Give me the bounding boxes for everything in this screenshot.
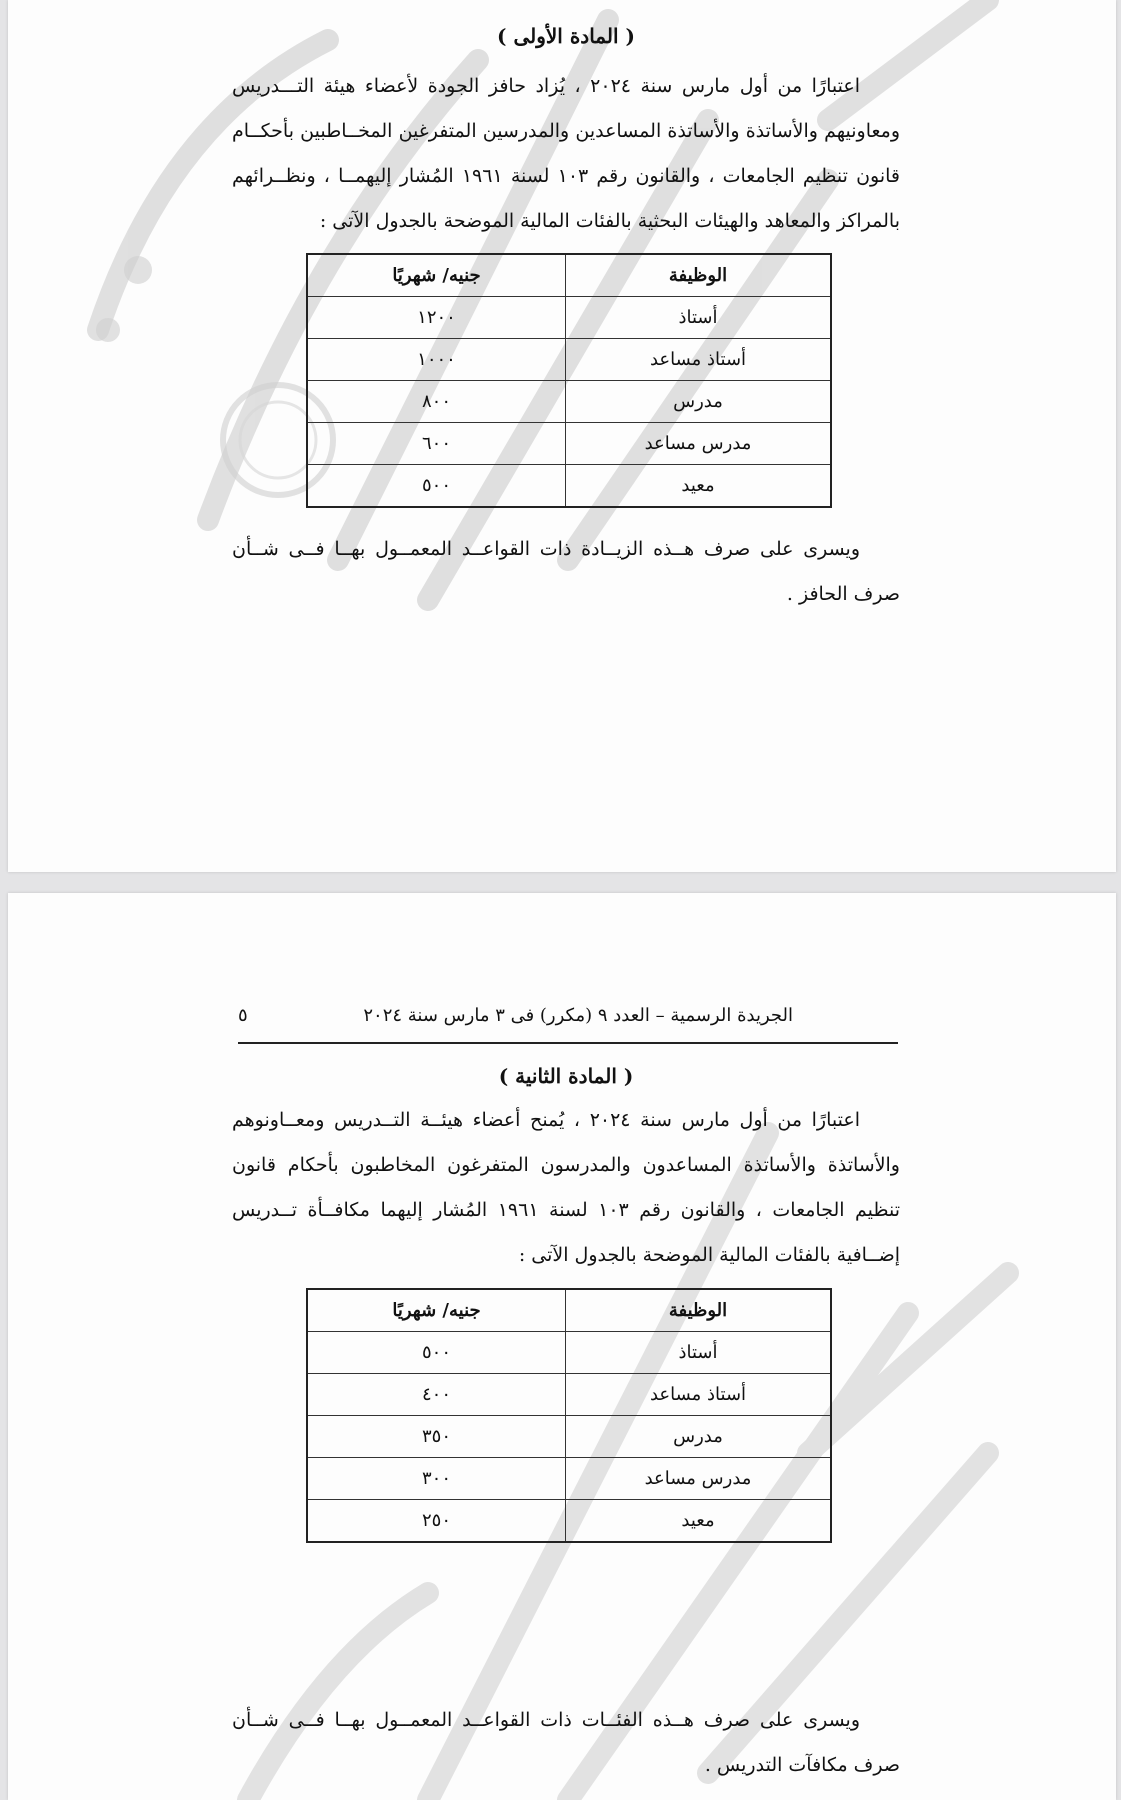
article-2-paragraph-text: اعتبارًا من أول مارس سنة ٢٠٢٤ ، يُمنح أعضاء هيئــة التــدريس ومعــاونوهم والأساتذة والأساتذة المساعدون والمدرسون المتفرغون المخاطبون بأحكام قانون تنظيم الجامعات ، والقانون رقم ١٠٣ لسنة ١٩٦١ المُشار إليهما مكافــأة تــدريس إضــافية بالفئات المالية الموضحة بالجدول الآتى : [232, 1109, 900, 1266]
article-2-paragraph [232, 1098, 900, 1278]
column-header-amount: جنيه/ شهريًا [307, 1289, 566, 1332]
table-header-row [307, 254, 831, 297]
job-cell: مدرس مساعد [566, 423, 832, 465]
article-2-closing-text: ويسرى على صرف هــذه الفئــات ذات القواعــد المعمــول بهــا فــى شــأن صرف مكافآت التدريس . [232, 1709, 900, 1776]
job-cell: أستاذ مساعد [566, 1374, 832, 1416]
amount-cell: ٣٥٠ [307, 1416, 566, 1458]
amount-cell: ٢٥٠ [307, 1500, 566, 1543]
table-row [307, 1458, 831, 1500]
table-row [307, 1332, 831, 1374]
job-cell: أستاذ مساعد [566, 339, 832, 381]
table-row [307, 339, 831, 381]
article-1-paragraph [232, 64, 900, 244]
gazette-header-title: الجريدة الرسمية – العدد ٩ (مكرر) فى ٣ مارس سنة ٢٠٢٤ [363, 1005, 793, 1026]
table-header-row [307, 1289, 831, 1332]
amount-cell: ٦٠٠ [307, 423, 566, 465]
job-cell: مدرس [566, 1416, 832, 1458]
article-2-table [306, 1288, 832, 1543]
page-number: ٥ [238, 1005, 248, 1026]
amount-cell: ٣٠٠ [307, 1458, 566, 1500]
job-cell: أستاذ [566, 297, 832, 339]
amount-cell: ٥٠٠ [307, 1332, 566, 1374]
table-row [307, 381, 831, 423]
column-header-amount: جنيه/ شهريًا [307, 254, 566, 297]
table-row [307, 1374, 831, 1416]
table-row [307, 297, 831, 339]
article-2-title: ( المادة الثانية ) [498, 1064, 634, 1088]
article-1-closing-text: ويسرى على صرف هــذه الزيــادة ذات القواعــد المعمــول بهــا فــى شــأن صرف الحافز . [232, 538, 900, 605]
amount-cell: ٥٠٠ [307, 465, 566, 508]
table-row [307, 1416, 831, 1458]
table-row [307, 465, 831, 508]
article-1-table [306, 253, 832, 508]
column-header-job: الوظيفة [566, 1289, 832, 1332]
job-cell: معيد [566, 1500, 832, 1543]
job-cell: مدرس [566, 381, 832, 423]
amount-cell: ١٠٠٠ [307, 339, 566, 381]
amount-cell: ٨٠٠ [307, 381, 566, 423]
column-header-job: الوظيفة [566, 254, 832, 297]
amount-cell: ٤٠٠ [307, 1374, 566, 1416]
job-cell: معيد [566, 465, 832, 508]
document-page-2 [8, 893, 1116, 1800]
article-1-title: ( المادة الأولى ) [497, 24, 635, 48]
amount-cell: ١٢٠٠ [307, 297, 566, 339]
article-2-closing [232, 1698, 900, 1788]
header-divider [238, 1042, 898, 1044]
document-page-1 [8, 0, 1116, 872]
table-row [307, 1500, 831, 1543]
article-1-closing [232, 527, 900, 617]
article-1-paragraph-text: اعتبارًا من أول مارس سنة ٢٠٢٤ ، يُزاد حافز الجودة لأعضاء هيئة التـــدريس ومعاونيهم والأساتذة والأساتذة المساعدين والمدرسين المتفرغين المخــاطبين بأحكــام قانون تنظيم الجامعات ، والقانون رقم ١٠٣ لسنة ١٩٦١ المُشار إليهمــا ، ونظــرائهم بالمراكز والمعاهد والهيئات البحثية بالفئات المالية الموضحة بالجدول الآتى : [232, 75, 900, 232]
table-row [307, 423, 831, 465]
job-cell: أستاذ [566, 1332, 832, 1374]
job-cell: مدرس مساعد [566, 1458, 832, 1500]
